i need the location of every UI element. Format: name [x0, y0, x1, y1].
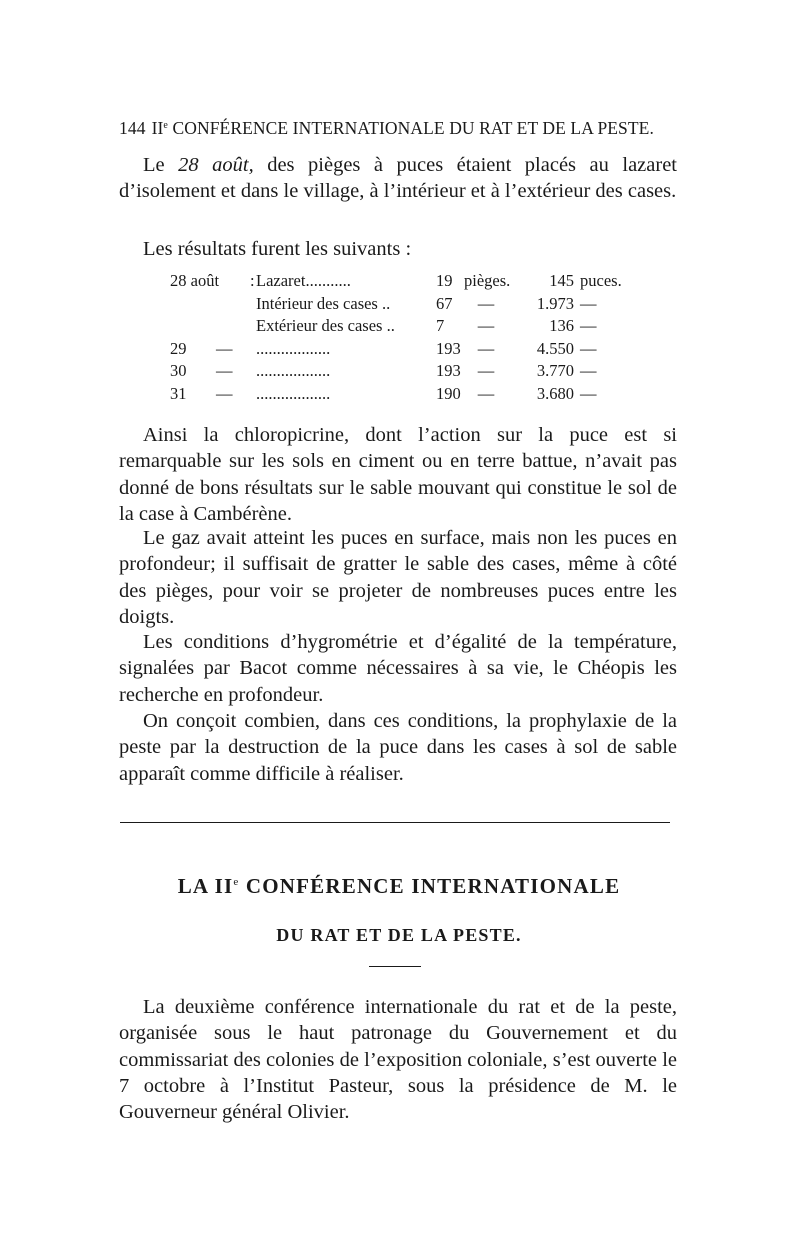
title-underline-rule — [369, 966, 421, 967]
intro-paragraph — [119, 152, 677, 205]
paragraph-conditions-text: Les conditions d’hygrométrie et d’égalité de la température, signalées par Bacot comme nécessaires à sa vie, le Chéopis les recherche en profondeur. — [119, 631, 677, 706]
results-row — [170, 293, 640, 316]
results-row — [170, 315, 640, 338]
closing-paragraph — [119, 994, 677, 1125]
row-label: .................. — [256, 338, 331, 358]
row-pieges-unit: pièges. — [464, 271, 511, 290]
intro-lead: Le — [143, 154, 179, 176]
row-dash: — — [216, 361, 233, 380]
paragraph-ainsi — [119, 422, 677, 527]
row-pieges-unit: — — [477, 316, 495, 335]
row-pieges-count: 190 — [436, 383, 461, 403]
paragraph-oncoit — [119, 708, 677, 787]
section-divider-rule — [120, 822, 670, 823]
row-pieges-count: 193 — [436, 361, 461, 380]
row-puces-unit: puces. — [580, 271, 622, 290]
section-title — [119, 874, 679, 899]
paragraph-oncoit-text: On conçoit combien, dans ces conditions, la prophylaxie de la peste par la destruction de la puce dans les cases à sol de sable apparaît comme difficile à réaliser. — [119, 710, 677, 785]
row-puces-count: 3.680 — [536, 383, 574, 403]
paragraph-gaz — [119, 525, 677, 630]
section-title-sup: e — [233, 876, 240, 888]
row-puces-count: 3.770 — [536, 361, 574, 380]
row-puces-count: 145 — [549, 271, 574, 290]
intro-rest: des pièges à puces étaient placés au lazaret d’isolement et dans le village, à l’intérieur et à l’extérieur des cases. — [119, 154, 677, 203]
running-head-title-prefix: II — [151, 118, 164, 138]
paragraph-ainsi-text: Ainsi la chloropicrine, dont l’action sur la puce est si remarquable sur les sols en ciment ou en terre battue, n’avait pas donné de bons résultats sur le sable mouvant qui constitue le sol de la case à Cambérène. — [119, 424, 677, 525]
row-pieges-unit: — — [477, 361, 495, 380]
results-row — [170, 270, 640, 293]
row-colon: : — [250, 271, 255, 290]
row-date: 28 août — [170, 271, 220, 290]
paragraph-conditions — [119, 629, 677, 708]
row-date: 31 — [170, 383, 187, 403]
running-head-title-rest: CONFÉRENCE INTERNATIONALE DU RAT ET DE LA PESTE. — [167, 118, 654, 138]
row-dash: — — [216, 383, 233, 403]
row-pieges-count: 193 — [436, 338, 461, 358]
row-puces-unit: — — [580, 361, 597, 380]
section-title-rest: CONFÉRENCE INTERNATIONALE — [239, 874, 621, 898]
row-puces-unit: — — [580, 316, 597, 335]
running-head — [119, 118, 679, 139]
page-number: 144 — [119, 118, 146, 138]
row-pieges-unit: — — [477, 383, 495, 403]
intro-date: 28 août, — [178, 154, 254, 176]
row-date: 29 — [170, 338, 187, 358]
row-puces-count: 4.550 — [536, 338, 574, 358]
row-label: Extérieur des cases .. — [256, 316, 395, 335]
row-pieges-unit: — — [477, 293, 495, 313]
row-pieges-count: 67 — [436, 293, 453, 313]
row-pieges-count: 7 — [436, 316, 445, 335]
closing-paragraph-text: La deuxième conférence internationale du rat et de la peste, organisée sous le haut patronage du Gouvernement et du commissariat des colonies de l’exposition coloniale, s’est ouverte le 7 octobre à l’Institut Pasteur, sous la présidence de M. le Gouverneur général Olivier. — [119, 996, 677, 1124]
results-lead-text: Les résultats furent les suivants : — [143, 238, 412, 260]
row-puces-count: 1.973 — [536, 293, 574, 313]
results-row — [170, 338, 640, 361]
row-label: .................. — [256, 383, 331, 403]
row-puces-count: 136 — [549, 316, 574, 335]
row-pieges-count: 19 — [436, 271, 453, 290]
row-dash: — — [216, 338, 233, 358]
row-puces-unit: — — [580, 338, 597, 358]
results-row — [170, 360, 640, 383]
results-lead-paragraph — [119, 236, 677, 262]
row-puces-unit: — — [580, 383, 597, 403]
section-title-prefix: LA II — [177, 874, 234, 898]
results-table — [170, 270, 640, 405]
row-pieges-unit: — — [477, 338, 495, 358]
running-head-title-sup: e — [163, 120, 168, 131]
row-date: 30 — [170, 361, 187, 380]
row-label: Intérieur des cases .. — [256, 293, 391, 313]
results-row — [170, 383, 640, 406]
row-label: .................. — [256, 361, 331, 380]
paragraph-gaz-text: Le gaz avait atteint les puces en surface, mais non les puces en profondeur; il suffisait de gratter le sable des cases, même à côté des pièges, pour voir se projeter de nombreuses puces entre les doigts. — [119, 527, 677, 628]
row-puces-unit: — — [580, 293, 597, 313]
section-subtitle: DU RAT ET DE LA PESTE. — [276, 925, 522, 945]
row-label: Lazaret........... — [256, 271, 351, 290]
